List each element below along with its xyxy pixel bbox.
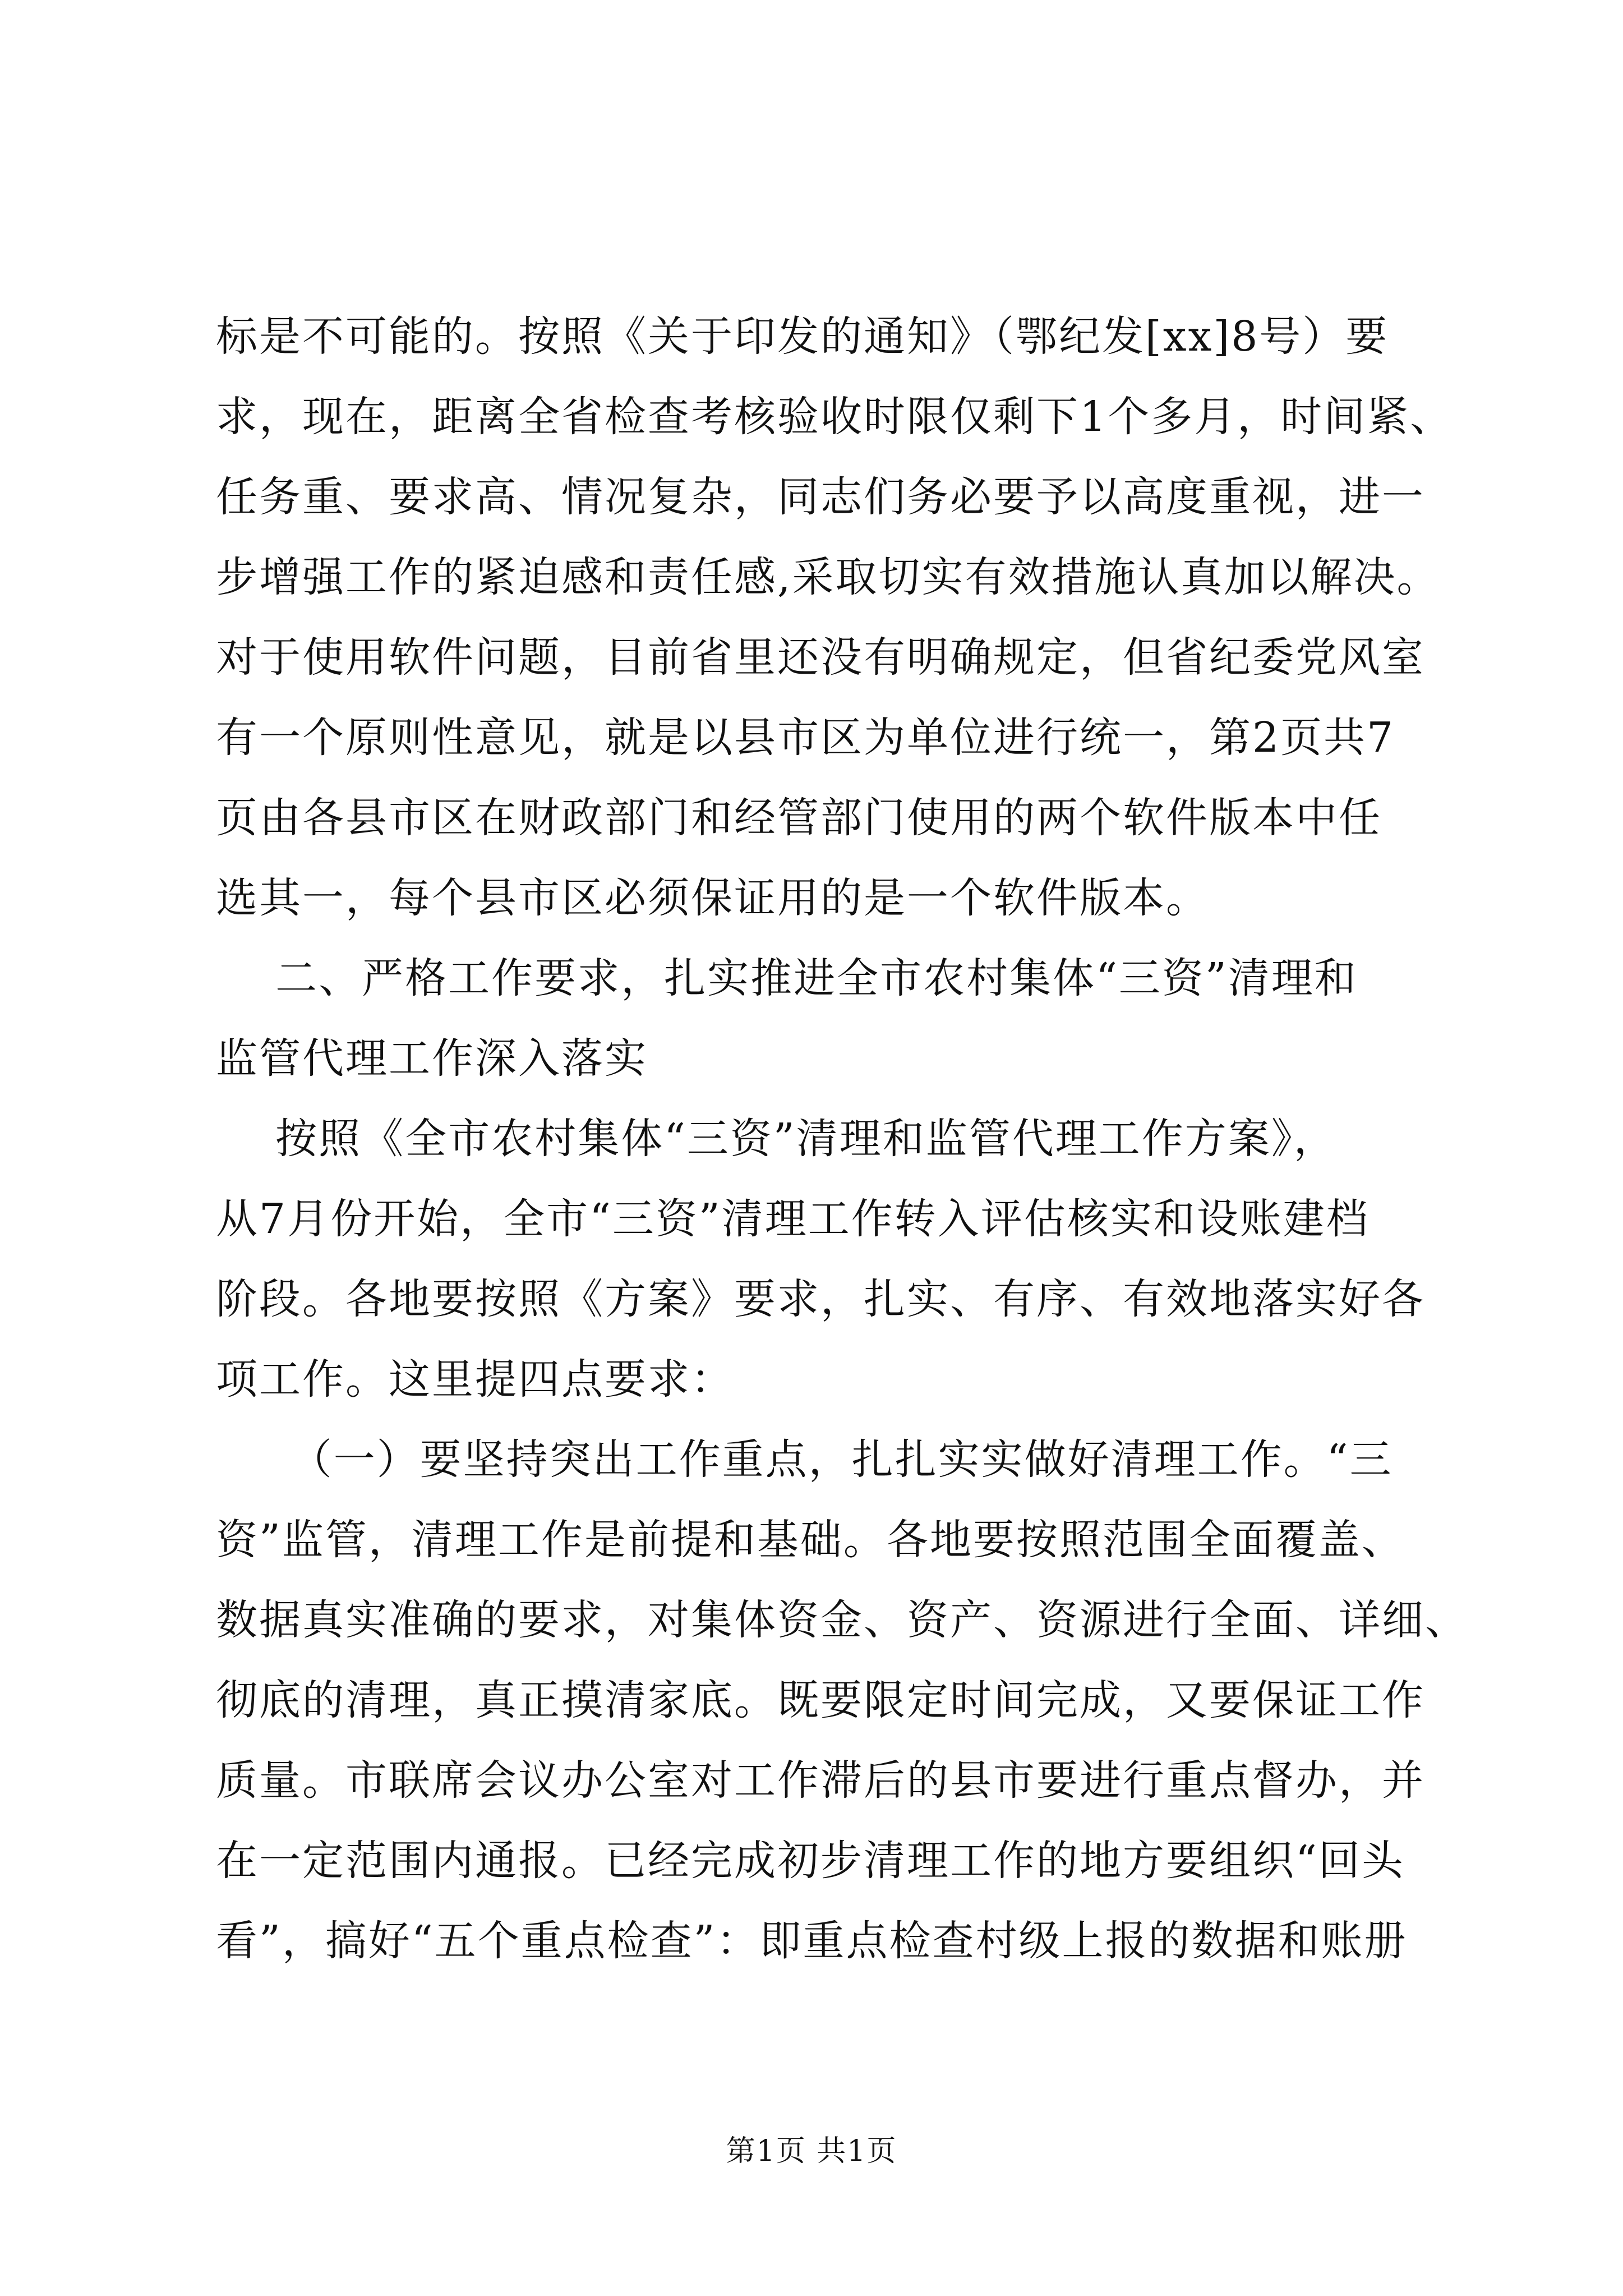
text-line: 数据真实准确的要求，对集体资金、资产、资源进行全面、详细、 bbox=[216, 1596, 1468, 1644]
text-line: 质量。市联席会议办公室对工作滞后的县市要进行重点督办，并 bbox=[216, 1756, 1425, 1805]
text-line: 标是不可能的。按照《关于印发的通知》（鄂纪发[xx]8号）要 bbox=[216, 312, 1389, 361]
text-line: 阶段。各地要按照《方案》要求，扎实、有序、有效地落实好各 bbox=[216, 1275, 1425, 1323]
text-line: （一）要坚持突出工作重点，扎扎实实做好清理工作。“三 bbox=[216, 1435, 1393, 1484]
text-line: 看”，搞好“五个重点检查”：即重点检查村级上报的数据和账册 bbox=[216, 1917, 1408, 1965]
text-line: 步增强工作的紧迫感和责任感,采取切实有效措施认真加以解决。 bbox=[216, 553, 1440, 601]
text-line: 页由各县市区在财政部门和经管部门使用的两个软件版本中任 bbox=[216, 794, 1382, 842]
text-line: 从7月份开始，全市“三资”清理工作转入评估核实和设账建档 bbox=[216, 1195, 1370, 1243]
section-heading-line: 二、严格工作要求，扎实推进全市农村集体“三资”清理和 bbox=[216, 954, 1358, 1002]
text-line: 项工作。这里提四点要求： bbox=[216, 1355, 734, 1404]
text-line: 按照《全市农村集体“三资”清理和监管代理工作方案》， bbox=[216, 1115, 1337, 1163]
text-line: 对于使用软件问题，目前省里还没有明确规定，但省纪委党风室 bbox=[216, 633, 1425, 682]
text-line: 在一定范围内通报。已经完成初步清理工作的地方要组织“回头 bbox=[216, 1837, 1405, 1885]
page-footer: 第1页 共1页 bbox=[726, 2134, 897, 2168]
text-line: 资”监管，清理工作是前提和基础。各地要按照范围全面覆盖、 bbox=[216, 1516, 1405, 1564]
text-line: 求，现在，距离全省检查考核验收时限仅剩下1个多月，时间紧、 bbox=[216, 393, 1454, 441]
text-line: 选其一，每个县市区必须保证用的是一个软件版本。 bbox=[216, 874, 1209, 922]
text-line: 彻底的清理，真正摸清家底。既要限定时间完成，又要保证工作 bbox=[216, 1676, 1425, 1724]
text-line: 任务重、要求高、情况复杂，同志们务必要予以高度重视，进一 bbox=[216, 473, 1425, 521]
section-heading-line: 监管代理工作深入落实 bbox=[216, 1034, 648, 1083]
text-line: 有一个原则性意见，就是以县市区为单位进行统一，第2页共7 bbox=[216, 714, 1395, 762]
